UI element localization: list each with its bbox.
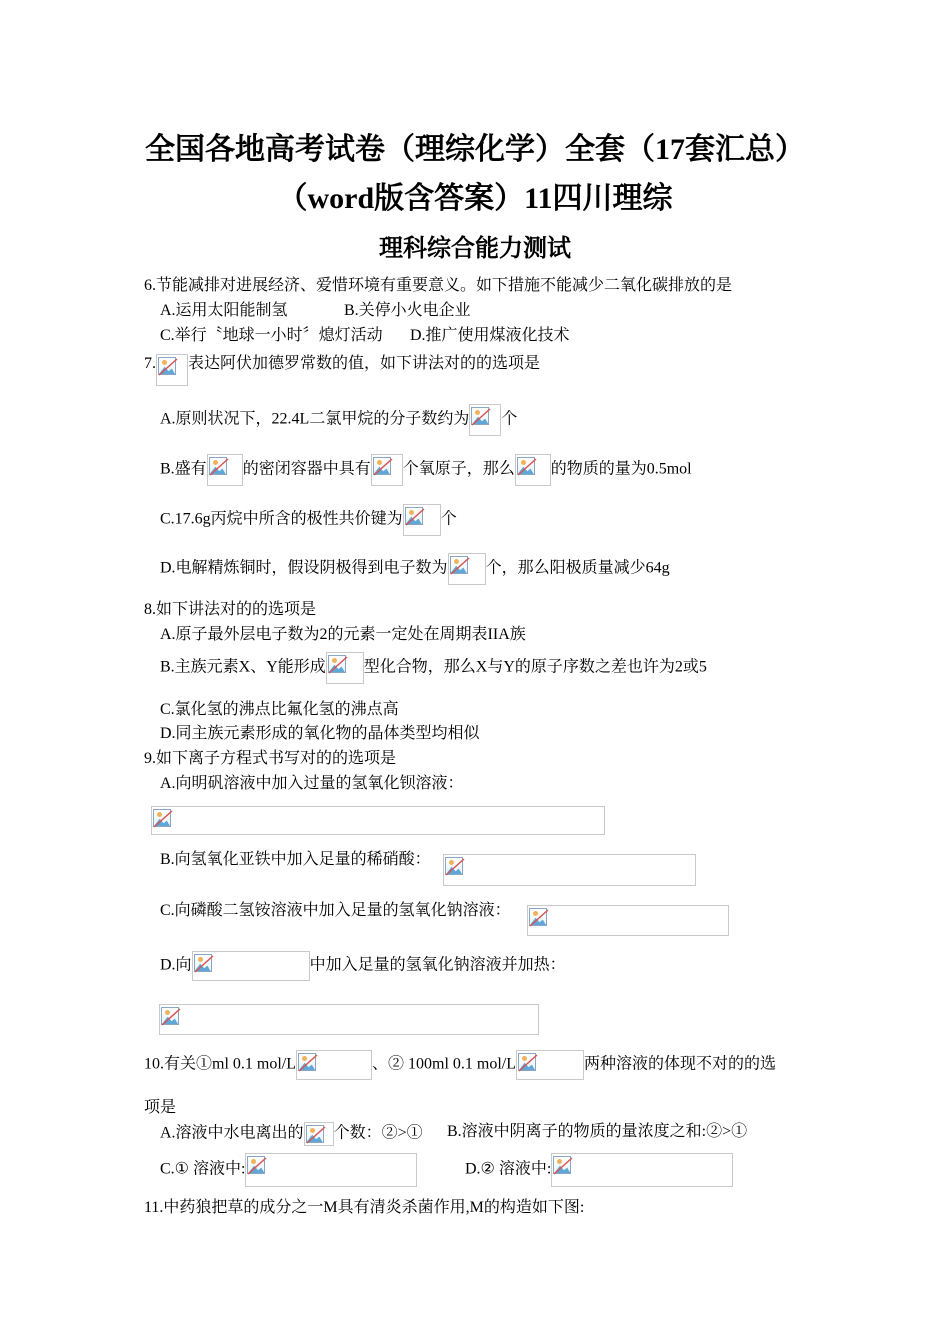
q10-option-b: B.溶液中阴离子的物质的量浓度之和:②>① — [447, 1123, 748, 1140]
q9-option-b: B.向氢氧化亚铁中加入足量的稀硝酸： — [160, 851, 431, 868]
q8-option-a: A.原子最外层电子数为2的元素一定处在周期表IIA族 — [160, 626, 526, 643]
formula-image-icon — [515, 454, 551, 486]
q10-stem-text-2: 、② 100ml 0.1 mol/L — [372, 1055, 517, 1073]
formula-image-icon — [448, 553, 486, 585]
q8-option-b-text: B.主族元素X、Y能形成 — [160, 658, 326, 676]
q8-stem: 8.如下讲法对的的选项是 — [144, 601, 317, 618]
q10-stem-line-2: 项是 — [144, 1099, 177, 1116]
formula-image-icon — [371, 454, 403, 486]
q7-number: 7. — [144, 355, 156, 372]
q8-option-b-tail: 型化合物，那么X与Y的原子序数之差也许为2或5 — [363, 658, 707, 676]
formula-image-icon — [304, 1122, 334, 1146]
page-subtitle: 理科综合能力测试 — [379, 236, 571, 262]
q10-option-a-text: A.溶液中水电离出的 — [160, 1124, 304, 1142]
formula-image-icon — [326, 652, 364, 684]
q8-option-b — [160, 652, 707, 684]
q7-option-c-tail: 个 — [440, 510, 457, 528]
q6-option-c: C.举行〝地球一小时〞熄灯活动 — [160, 327, 383, 344]
q10-option-a — [160, 1122, 423, 1146]
q9-option-a: A.向明矾溶液中加入过量的氢氧化钡溶液： — [160, 775, 464, 792]
formula-image-icon — [156, 354, 188, 386]
q6-option-b: B.关停小火电企业 — [344, 302, 471, 319]
title-line-1: 全国各地高考试卷（理综化学）全套（17套汇总） — [145, 133, 805, 166]
equation-image-icon — [443, 854, 696, 886]
q7-option-d-tail: 个，那么阳极质量减少64g — [485, 559, 670, 577]
formula-image-icon — [403, 504, 441, 536]
formula-image-icon — [296, 1050, 372, 1080]
formula-image-icon — [245, 1153, 417, 1187]
q7-option-c — [160, 504, 457, 536]
q7-option-b-text-2: 的密闭容器中具有 — [242, 460, 371, 478]
formula-image-icon — [516, 1050, 584, 1080]
q6-option-a: A.运用太阳能制氢 — [160, 302, 288, 319]
q10-option-d-text: D.② 溶液中: — [465, 1160, 552, 1178]
q9-option-d — [160, 951, 566, 981]
q7-option-d — [160, 553, 670, 585]
q7-option-b-text-1: B.盛有 — [160, 460, 207, 478]
q7-stem — [144, 354, 540, 386]
q7-stem-text: 表达阿伏加德罗常数的值，如下讲法对的的选项是 — [188, 355, 541, 372]
equation-image-icon — [527, 905, 729, 936]
q7-option-a — [160, 404, 517, 436]
q10-option-c-text: C.① 溶液中: — [160, 1160, 246, 1178]
formula-image-icon — [192, 951, 310, 981]
q7-option-b — [160, 454, 692, 486]
equation-image-icon — [151, 806, 605, 835]
q9-stem: 9.如下离子方程式书写对的的选项是 — [144, 750, 397, 767]
equation-image-icon — [159, 1004, 539, 1035]
q10-stem-line-1 — [144, 1050, 776, 1080]
q9-option-c: C.向磷酸二氢铵溶液中加入足量的氢氧化钠溶液： — [160, 902, 511, 919]
q7-option-b-text-3: 个氧原子，那么 — [402, 460, 515, 478]
formula-image-icon — [469, 404, 501, 436]
formula-image-icon — [551, 1153, 733, 1187]
q6-stem: 6.节能减排对进展经济、爱惜环境有重要意义。如下措施不能减少二氧化碳排放的是 — [144, 277, 733, 294]
q10-stem-text-1: 10.有关①ml 0.1 mol/L — [144, 1055, 297, 1073]
q8-option-d: D.同主族元素形成的氧化物的晶体类型均相似 — [160, 725, 480, 742]
q6-option-d: D.推广使用煤液化技术 — [410, 327, 570, 344]
q7-option-d-text: D.电解精炼铜时，假设阴极得到电子数为 — [160, 559, 448, 577]
q10-option-d — [465, 1153, 733, 1187]
formula-image-icon — [207, 454, 243, 486]
q10-stem-text-3: 两种溶液的体现不对的的选 — [584, 1055, 777, 1073]
q7-option-a-text: A.原则状况下，22.4L二氯甲烷的分子数约为 — [160, 410, 470, 428]
q8-option-c: C.氯化氢的沸点比氟化氢的沸点高 — [160, 701, 399, 718]
q7-option-c-text: C.17.6g丙烷中所含的极性共价键为 — [160, 510, 403, 528]
q11-stem: 11.中药狼把草的成分之一M具有清炎杀菌作用,M的构造如下图: — [144, 1199, 585, 1216]
title-line-2: （word版含答案）11四川理综 — [277, 182, 673, 215]
q10-option-a-tail: 个数：②>① — [333, 1124, 423, 1142]
q7-option-b-text-4: 的物质的量为0.5mol — [550, 460, 692, 478]
q10-option-c — [160, 1153, 417, 1187]
q9-option-d-tail: 中加入足量的氢氧化钠溶液并加热： — [309, 956, 566, 974]
q7-option-a-tail: 个 — [501, 410, 518, 428]
q9-option-d-text: D.向 — [160, 956, 192, 974]
